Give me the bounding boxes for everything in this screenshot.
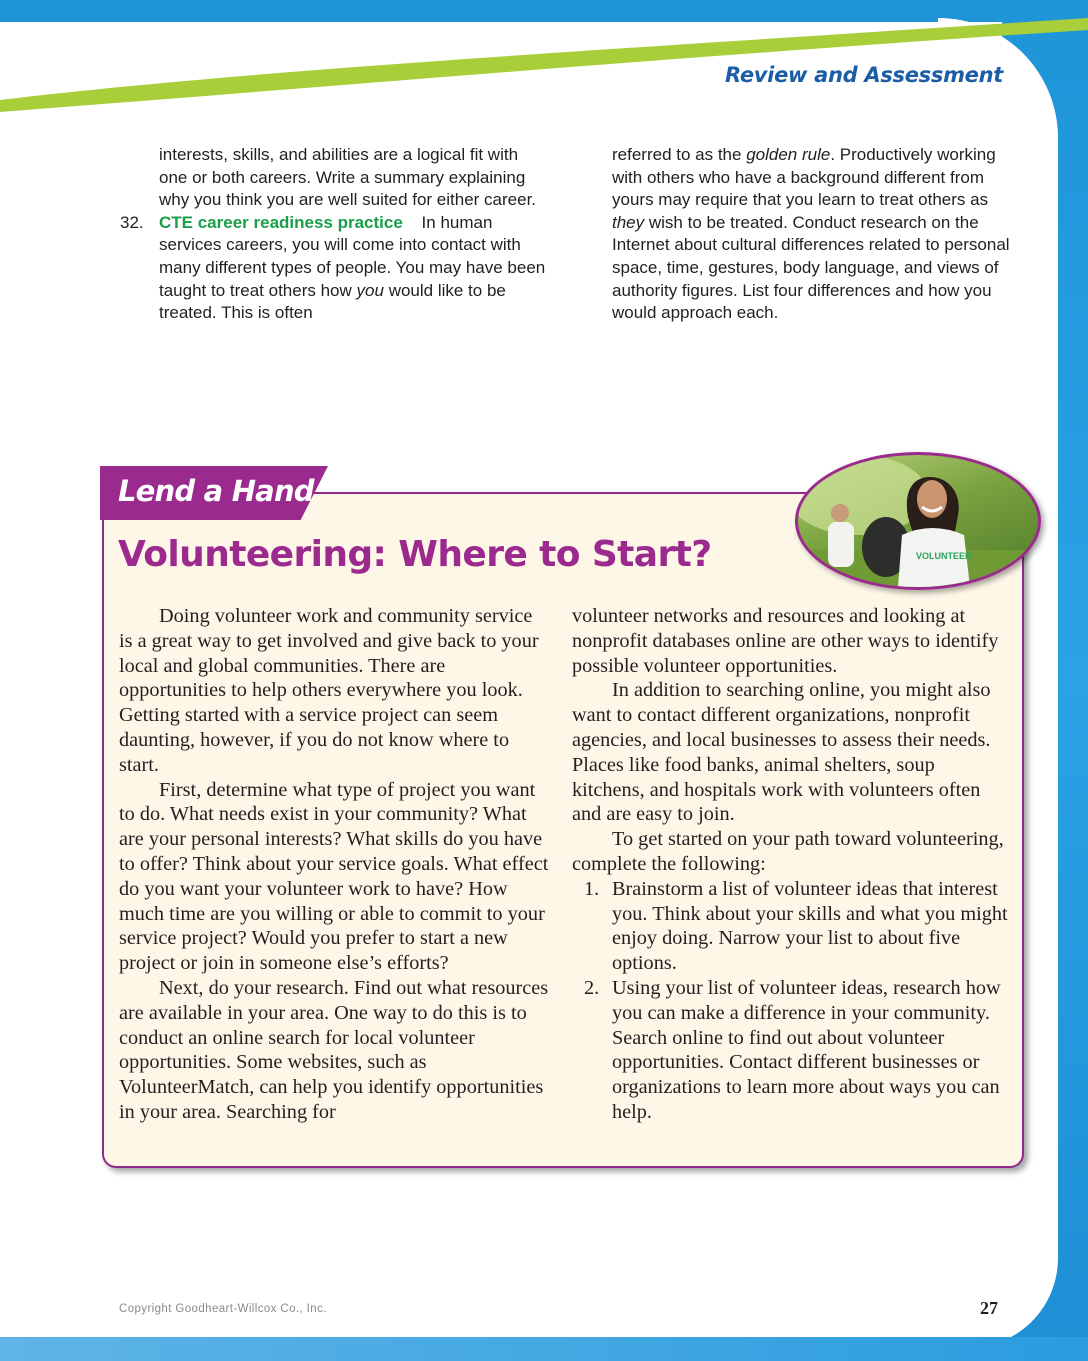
question-32 [120, 212, 550, 325]
continuation-text-3: wish to be treated. Conduct research on the Internet about cultural differences related to personal space, time, gestures, body language, and views of authority figures. List four differences and how you would approach each. [612, 212, 1010, 323]
feature-left-column [119, 604, 551, 1125]
volunteer-illustration [798, 455, 1038, 587]
top-left-column [120, 144, 550, 325]
feature-paragraph-continuation: volunteer networks and resources and looking at nonprofit databases online are other ways to identify possible volunteer opportunities. [572, 605, 999, 677]
feature-tab-label: Lend a Hand [118, 474, 314, 508]
volunteer-photo [795, 452, 1041, 590]
question-text-end: would like to be treated. This is often [159, 280, 506, 323]
list-item [572, 976, 1008, 1125]
list-item-number: 1. [584, 877, 600, 900]
question-continuation [612, 144, 1012, 325]
list-item-number: 2. [584, 976, 600, 999]
running-head: Review and Assessment [725, 63, 1003, 87]
cte-label: CTE career readiness practice [159, 212, 403, 232]
green-swoosh [0, 0, 1088, 120]
feature-paragraph-1: Doing volunteer work and community service is a great way to get involved and give back to your local and global communities. There are opportunities to help others everywhere you look. Getting started with a service project can seem daunting, however, if you do not know where to start. [119, 605, 539, 776]
list-item-text: Brainstorm a list of volunteer ideas that interest you. Think about your skills and what you might enjoy doing. Narrow your list to about five options. [612, 877, 1008, 975]
bottom-border-bar [0, 1337, 1088, 1361]
summary-instruction: interests, skills, and abilities are a logical fit with one or both careers. Write a summary explaining why you think you are well suited for either career. [159, 145, 537, 210]
copyright-notice: Copyright Goodheart-Willcox Co., Inc. [119, 1303, 327, 1315]
activity-list [572, 877, 1008, 1125]
feature-paragraph-3: Next, do your research. Find out what resources are available in your area. One way to do this is to conduct an online search for local volunteer opportunities. Some websites, such as VolunteerMatch, can help you identify opportunities in your area. Searching for [119, 976, 549, 1123]
they-emphasis: they [612, 212, 645, 232]
page-number: 27 [980, 1298, 998, 1318]
question-number: 32. [120, 212, 144, 232]
top-right-column [612, 144, 1012, 325]
continuation-text-1: referred to as the [612, 145, 742, 164]
feature-paragraph-4: In addition to searching online, you might also want to contact different organizations, nonprofit agencies, and local businesses to assess their needs. Places like food banks, animal shelters, soup kitchens, and hospitals work with volunteers often and are easy to join. [572, 679, 991, 826]
feature-paragraph-5: To get started on your path toward volunteering, complete the following: [572, 828, 1004, 875]
continuation-text-2: . Productively working with others who have a background different from yours may require that you learn to treat others as [612, 145, 996, 210]
question-text-emphasis: you [356, 280, 384, 300]
feature-right-column [572, 604, 1008, 1125]
photo-shirt-text: VOLUNTEER [916, 551, 972, 561]
feature-title: Volunteering: Where to Start? [118, 534, 712, 575]
golden-rule-term: golden rule [746, 145, 831, 164]
feature-paragraph-2: First, determine what type of project you want to do. What needs exist in your community? What are your personal interests? What skills do you have to offer? Think about your service goals. What effect do you want your volunteer work to have? How much time are you willing or able to commit to your service project? Would you prefer to start a new project or join in someone else’s efforts? [119, 778, 549, 975]
list-item-text: Using your list of volunteer ideas, research how you can make a difference in your community. Search online to find out about volunteer opportunities. Contact different businesses or organizations to learn more about ways you can help. [612, 976, 1001, 1123]
question-text: In human services careers, you will come into contact with many different types of people. You may have been taught to treat others how [159, 212, 546, 300]
list-item [572, 877, 1008, 976]
